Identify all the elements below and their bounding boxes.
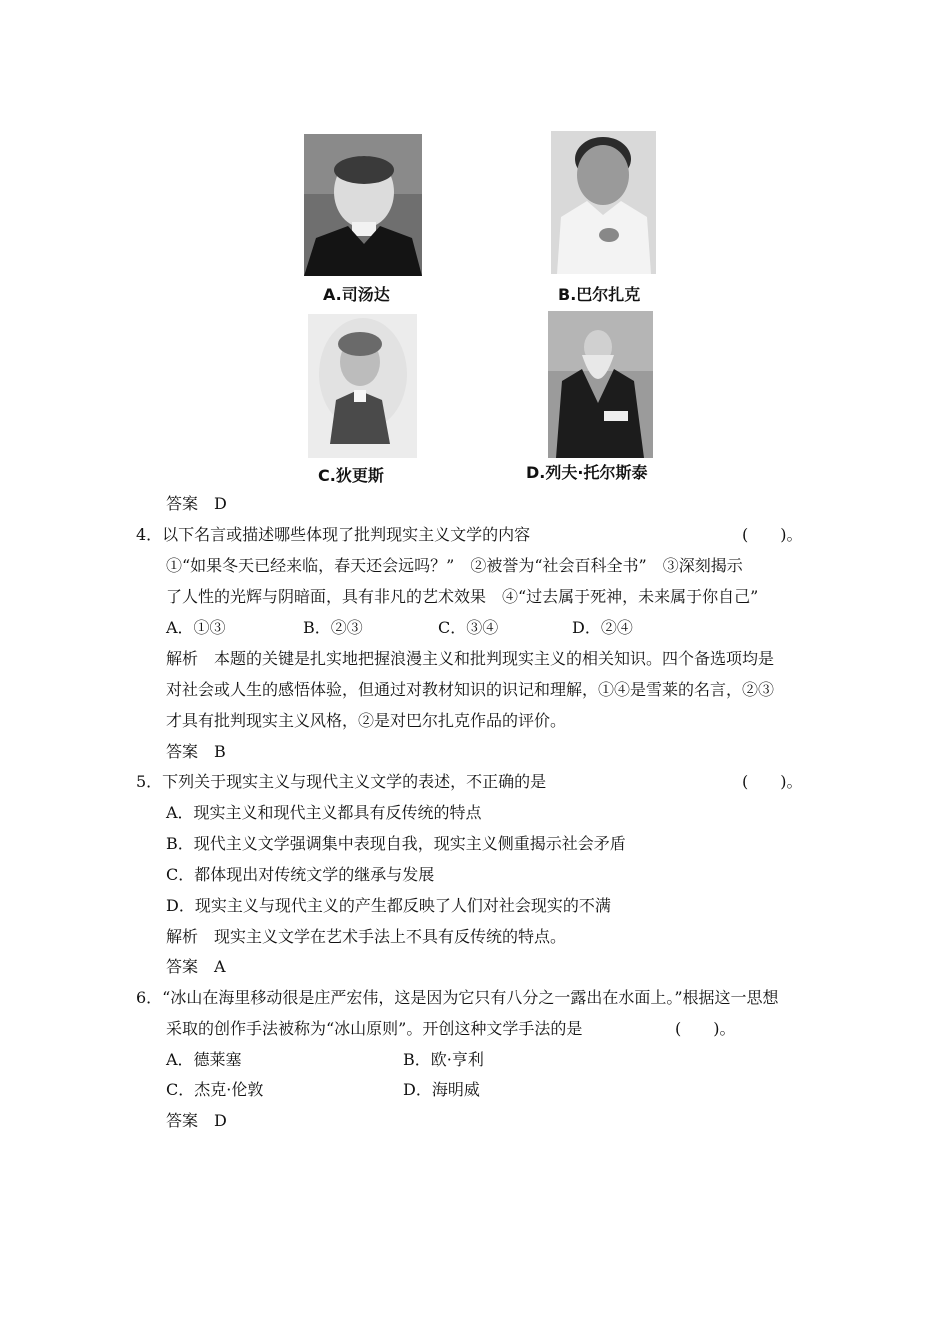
question-text: ①“如果冬天已经来临，春天还会远吗？” ②被誉为“社会百科全书” ③深刻揭示 [166, 556, 743, 575]
portrait-photo-icon [551, 131, 656, 274]
option-c: C．都体现出对传统文学的继承与发展 [166, 865, 435, 884]
answer-line: 答案 B [166, 742, 226, 761]
option-c: C．杰克·伦敦 [166, 1080, 264, 1099]
question-stem: 采取的创作手法被称为“冰山原则”。开创这种文学手法的是 [166, 1019, 583, 1038]
analysis-line: 解析 现实主义文学在艺术手法上不具有反传统的特点。 [166, 927, 567, 946]
figure-caption: A.司汤达 [323, 285, 390, 304]
option-d: D．现实主义与现代主义的产生都反映了人们对社会现实的不满 [166, 896, 611, 915]
answer-line: 答案 D [166, 1111, 227, 1130]
option-a: A．德莱塞 [166, 1050, 242, 1069]
option-b: B．现代主义文学强调集中表现自我，现实主义侧重揭示社会矛盾 [166, 834, 626, 853]
answer-line: 答案 D [166, 494, 227, 513]
figure-caption: B.巴尔扎克 [558, 285, 641, 304]
portrait-balzac [551, 131, 656, 274]
portrait-engraving-icon [308, 314, 417, 458]
option-d: D．②④ [572, 618, 633, 637]
analysis-line: 对社会或人生的感悟体验，但通过对教材知识的识记和理解，①④是雪莱的名言，②③ [166, 680, 775, 699]
answer-blank: ( )。 [742, 772, 803, 791]
portrait-photo-icon [548, 311, 653, 458]
question-text: 了人性的光辉与阴暗面，具有非凡的艺术效果 ④“过去属于死神，未来属于你自己” [166, 587, 759, 606]
figure-caption: C.狄更斯 [318, 466, 384, 485]
option-b: B．②③ [303, 618, 363, 637]
portrait-stendhal [304, 134, 422, 276]
option-d: D．海明威 [403, 1080, 480, 1099]
option-a: A．现实主义和现代主义都具有反传统的特点 [166, 803, 482, 822]
question-stem: 4．以下名言或描述哪些体现了批判现实主义文学的内容 [136, 525, 531, 544]
portrait-dickens [308, 314, 417, 458]
option-b: B．欧·亨利 [403, 1050, 484, 1069]
question-stem: 5．下列关于现实主义与现代主义文学的表述，不正确的是 [136, 772, 547, 791]
figure-caption: D.列夫·托尔斯泰 [526, 463, 648, 482]
analysis-line: 解析 本题的关键是扎实地把握浪漫主义和批判现实主义的相关知识。四个备选项均是 [166, 649, 775, 668]
analysis-line: 才具有批判现实主义风格，②是对巴尔扎克作品的评价。 [166, 711, 567, 730]
option-a: A．①③ [166, 618, 226, 637]
question-stem: 6．“冰山在海里移动很是庄严宏伟，这是因为它只有八分之一露出在水面上。”根据这一思想 [136, 988, 779, 1007]
answer-blank: ( )。 [675, 1019, 736, 1038]
answer-line: 答案 A [166, 957, 226, 976]
portrait-tolstoy [548, 311, 653, 458]
option-c: C．③④ [438, 618, 499, 637]
portrait-photo-icon [304, 134, 422, 276]
answer-blank: ( )。 [742, 525, 803, 544]
